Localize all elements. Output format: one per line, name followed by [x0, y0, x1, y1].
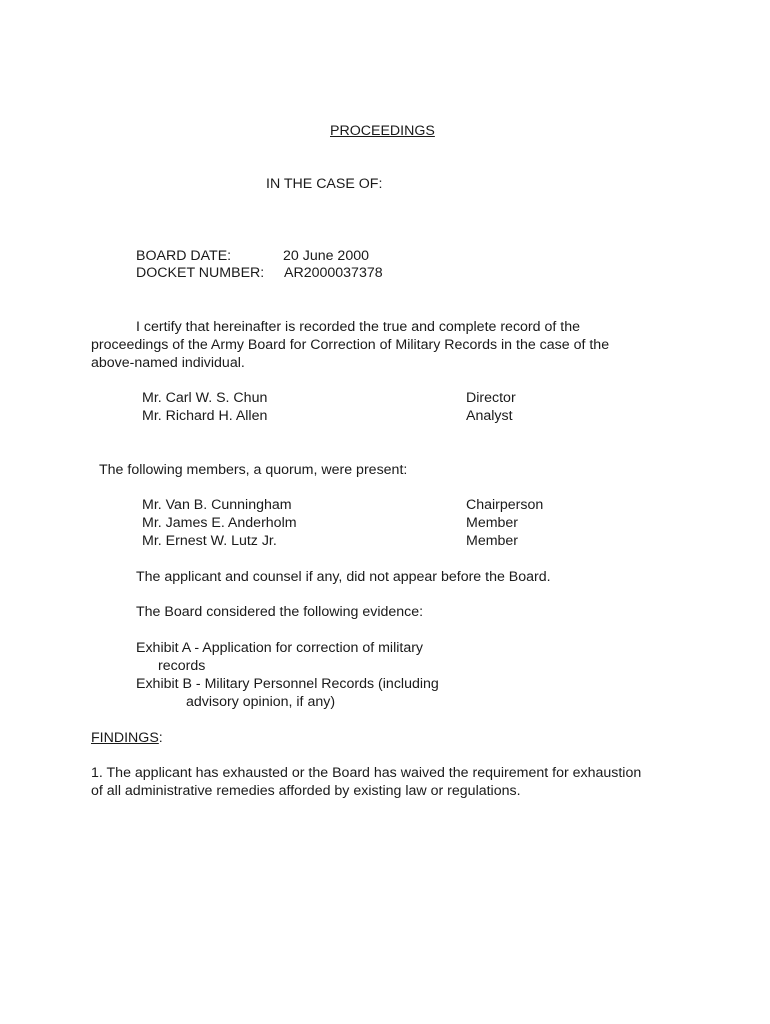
findings-label: FINDINGS: [91, 730, 159, 746]
page-title: PROCEEDINGS: [330, 123, 435, 139]
docket-number-label: DOCKET NUMBER:: [136, 265, 265, 281]
staff-name: Mr. Richard H. Allen: [142, 408, 268, 424]
member-role: Member: [466, 515, 519, 531]
board-date-value: 20 June 2000: [283, 248, 369, 264]
staff-role: Director: [466, 390, 516, 406]
exhibit-a-line2: records: [158, 658, 206, 674]
exhibit-a-line1: Exhibit A - Application for correction of military: [136, 640, 424, 656]
member-name: Mr. James E. Anderholm: [142, 515, 297, 531]
exhibit-b-line1: Exhibit B - Military Personnel Records (including: [136, 676, 439, 692]
exhibit-b-line2: advisory opinion, if any): [186, 694, 336, 710]
member-role: Chairperson: [466, 497, 544, 513]
findings-heading: [91, 729, 163, 747]
findings-colon: :: [158, 730, 163, 746]
evidence-intro: The Board considered the following evidence:: [136, 604, 424, 620]
appearance-statement: The applicant and counsel if any, did not appear before the Board.: [136, 569, 551, 585]
finding-1: 1. The applicant has exhausted or the Board has waived the requirement for exhaustion of all administrative remedies afforded by existing law or regulations.: [91, 765, 642, 799]
member-role: Member: [466, 533, 519, 549]
member-name: Mr. Ernest W. Lutz Jr.: [142, 533, 277, 549]
docket-number-value: AR2000037378: [284, 265, 383, 281]
board-date-label: BOARD DATE:: [136, 248, 232, 264]
member-name: Mr. Van B. Cunningham: [142, 497, 292, 513]
quorum-statement: The following members, a quorum, were present:: [99, 462, 408, 478]
certification-paragraph: I certify that hereinafter is recorded the true and complete record of the proceedings of the Army Board for Correction of Military Records in the case of the above-named individual.: [91, 319, 610, 371]
staff-name: Mr. Carl W. S. Chun: [142, 390, 268, 406]
staff-role: Analyst: [466, 408, 513, 424]
case-heading: IN THE CASE OF:: [266, 176, 383, 192]
